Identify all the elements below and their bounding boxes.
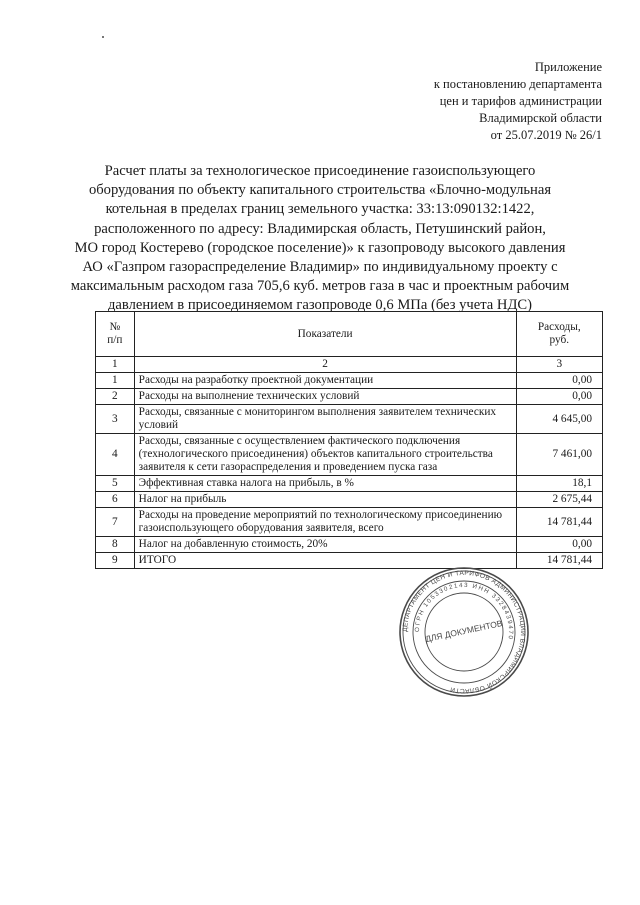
appendix-line: цен и тарифов администрации <box>439 94 602 108</box>
row-value: 4 645,00 <box>516 405 602 434</box>
table-header-row <box>96 312 603 357</box>
row-num: 7 <box>96 508 135 537</box>
row-indicator: Расходы, связанные с мониторингом выполнения заявителем технических условий <box>134 405 516 434</box>
row-num: 9 <box>96 553 135 569</box>
row-num: 6 <box>96 492 135 508</box>
stamp-outer-text: ДЕПАРТАМЕНТ ЦЕН И ТАРИФОВ АДМИНИСТРАЦИИ ВЛАДИМИРСКОЙ ОБЛАСТИ <box>401 569 527 695</box>
header-num: № п/п <box>96 312 135 357</box>
table-row <box>96 389 603 405</box>
title-line: котельная в пределах границ земельного участка: 33:13:090132:1422, <box>105 201 535 218</box>
appendix-line: Владимирской области <box>479 111 602 125</box>
colnum-1: 1 <box>96 357 135 373</box>
table-row <box>96 373 603 389</box>
row-value: 0,00 <box>516 389 602 405</box>
row-indicator: Расходы, связанные с осуществлением фактического подключения (технологического присоединения) объектов капитального строительства заявителя к сети газораспределения и проведением пуска газа <box>134 434 516 476</box>
colnum-3: 3 <box>516 357 602 373</box>
row-value: 14 781,44 <box>516 553 602 569</box>
row-num: 5 <box>96 476 135 492</box>
header-cost: Расходы, руб. <box>516 312 602 357</box>
row-value: 0,00 <box>516 537 602 553</box>
row-value: 7 461,00 <box>516 434 602 476</box>
row-indicator: Расходы на выполнение технических условий <box>134 389 516 405</box>
row-value: 14 781,44 <box>516 508 602 537</box>
row-value: 2 675,44 <box>516 492 602 508</box>
appendix-block <box>342 59 602 144</box>
title-line: АО «Газпром газораспределение Владимир» по индивидуальному проекту с <box>82 259 558 276</box>
title-line: расположенного по адресу: Владимирская область, Петушинский район, <box>94 220 546 237</box>
appendix-line: к постановлению департамента <box>433 77 602 91</box>
row-indicator: Расходы на разработку проектной документации <box>134 373 516 389</box>
title-line: оборудования по объекту капитального строительства «Блочно-модульная <box>88 182 552 199</box>
title-line: максимальным расходом газа 705,6 куб. метров газа в час и проектным рабочим <box>70 278 570 295</box>
appendix-line: от 25.07.2019 № 26/1 <box>490 128 602 142</box>
table-row <box>96 537 603 553</box>
row-num: 2 <box>96 389 135 405</box>
official-stamp <box>398 566 530 698</box>
row-indicator: Налог на прибыль <box>134 492 516 508</box>
row-num: 1 <box>96 373 135 389</box>
table-row <box>96 492 603 508</box>
row-indicator: Налог на добавленную стоимость, 20% <box>134 537 516 553</box>
title-line: МО город Костерево (городское поселение)» к газопроводу высокого давления <box>74 239 566 256</box>
row-value: 0,00 <box>516 373 602 389</box>
stamp-center-text: ДЛЯ ДОКУМЕНТОВ <box>424 617 504 645</box>
stamp-inner-text: ОГРН 1053302143 ИНН 3328439470 <box>413 581 515 641</box>
document-title <box>70 162 570 316</box>
table-row <box>96 476 603 492</box>
row-num: 8 <box>96 537 135 553</box>
row-num: 3 <box>96 405 135 434</box>
colnum-2: 2 <box>134 357 516 373</box>
title-line: давлением в присоединяемом газопроводе 0,6 МПа (без учета НДС) <box>107 297 533 314</box>
row-indicator: Эффективная ставка налога на прибыль, в % <box>134 476 516 492</box>
row-num: 4 <box>96 434 135 476</box>
row-indicator: ИТОГО <box>134 553 516 569</box>
appendix-line: Приложение <box>534 60 602 74</box>
title-line: Расчет платы за технологическое присоединение газоиспользующего <box>104 163 536 179</box>
row-value: 18,1 <box>516 476 602 492</box>
table-row <box>96 434 603 476</box>
cost-table <box>95 311 603 569</box>
row-indicator: Расходы на проведение мероприятий по технологическому присоединению газоиспользующего оборудования заявителя, всего <box>134 508 516 537</box>
column-number-row <box>96 357 603 373</box>
header-indicator: Показатели <box>134 312 516 357</box>
scan-speck <box>102 36 104 38</box>
table-row <box>96 405 603 434</box>
table-row <box>96 508 603 537</box>
